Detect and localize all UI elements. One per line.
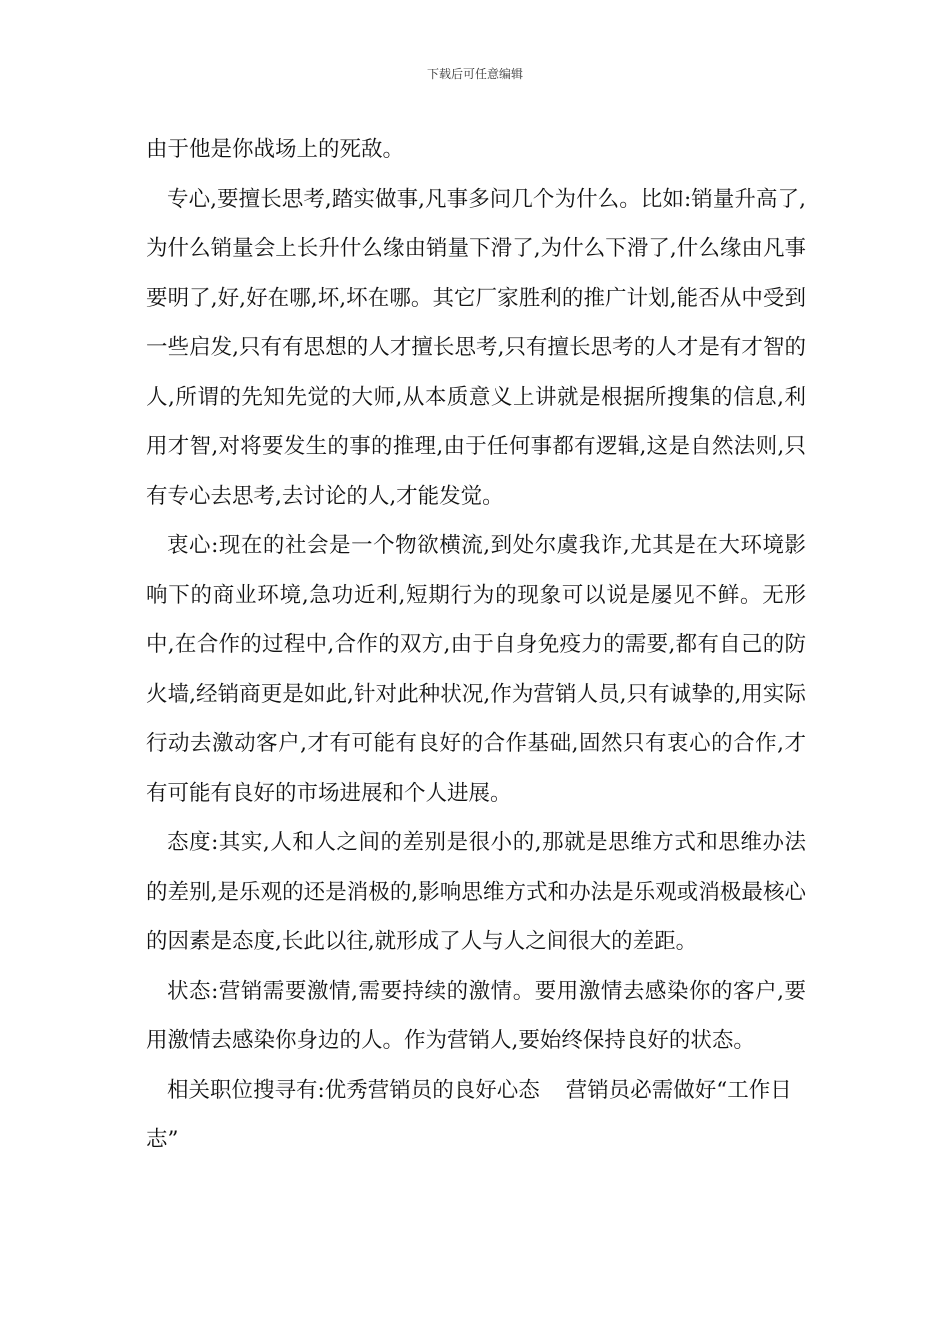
paragraph-state: 状态:营销需要激情,需要持续的激情。要用激情去感染你的客户,要用激情去感染你身边的人。作为营销人,要始终保持良好的状态。 [146, 978, 806, 1053]
related-label: 相关职位搜寻有: [167, 1077, 325, 1103]
paragraph-continuation: 由于他是你战场上的死敌。 [146, 137, 405, 162]
paragraph-sincerity: 衷心:现在的社会是一个物欲横流,到处尔虞我诈,尤其是在大环境影响下的商业环境,急功近利,短期行为的现象可以说是屡见不鲜。无形中,在合作的过程中,合作的双方,由于自身免疫力的需要,都有自己的防火墙,经销商更是如此,针对此种状况,作为营销人员,只有诚挚的,用实际行动去激动客户,才有可能有良好的合作基础,固然只有衷心的合作,才有可能有良好的市场进展和个人进展。 [146, 533, 806, 806]
related-searches [146, 1066, 806, 1165]
document-body [146, 125, 806, 1165]
paragraph-attitude: 态度:其实,人和人之间的差别是很小的,那就是思维方式和思维办法的差别,是乐观的还是消极的,影响思维方式和办法是乐观或消极最核心的因素是态度,长此以往,就形成了人与人之间很大的差距。 [146, 830, 806, 954]
related-link-good-mindset[interactable]: 优秀营销员的良好心态 [324, 1077, 540, 1103]
paragraph-focus: 专心,要擅长思考,踏实做事,凡事多问几个为什么。比如:销量升高了,为什么销量会上长升什么缘由销量下滑了,为什么下滑了,什么缘由凡事要明了,好,好在哪,坏,坏在哪。其它厂家胜利的推广计划,能否从中受到一些启发,只有有思想的人才擅长思考,只有擅长思考的人才是有才智的人,所谓的先知先觉的大师,从本质意义上讲就是根据所搜集的信息,利用才智,对将要发生的事的推理,由于任何事都有逻辑,这是自然法则,只有专心去思考,去讨论的人,才能发觉。 [146, 186, 806, 509]
page-header: 下载后可任意编辑 [426, 67, 523, 81]
related-link-work-log[interactable]: 营销员必需做好“工作日志” [146, 1077, 792, 1152]
